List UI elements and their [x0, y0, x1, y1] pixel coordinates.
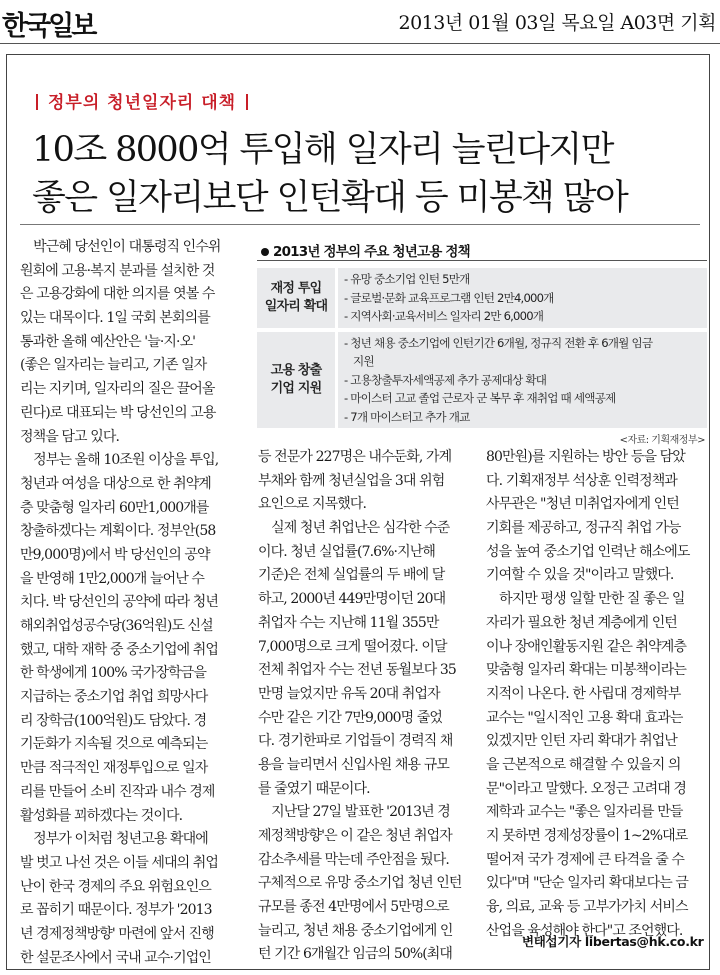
article-line: 전체 취업자 수는 전년 동월보다 35 [258, 662, 456, 679]
article-line: 턴 기간 6개월간 임금의 50%(최대 [258, 946, 453, 963]
policy-section-header-line: 기업 지원 [270, 380, 322, 396]
article-line: 감소추세를 막는데 주안점을 뒀다. [258, 851, 449, 868]
article-line: 기여할 수 있을 것"이라고 말했다. [486, 567, 674, 584]
article-line: 실제 청년 취업난은 심각한 수준 [258, 520, 450, 537]
article-line: 늘리고, 청년 채용 중소기업에게 인 [258, 922, 453, 939]
policy-section [257, 268, 707, 328]
policy-section-header-line: 재정 투입 [270, 280, 322, 296]
article-line: 했고, 대학 재학 중 중소기업에 취업 [20, 641, 219, 658]
article-line: 성을 높여 중소기업 인력난 해소에도 [486, 543, 690, 560]
policy-section-header [257, 332, 335, 429]
policy-section [257, 332, 707, 429]
article-line: 리 장학금(100억원)도 담았다. 경 [20, 712, 207, 729]
article-line: 교수는 "일시적인 고용 확대 효과는 [486, 709, 683, 726]
article-line: 있다"며 "단순 일자리 확대보다는 금 [486, 875, 689, 892]
byline: 변태섭기자 libertas@hk.co.kr [522, 934, 704, 949]
article-line: 만명 늘었지만 유독 20대 취업자 [258, 685, 440, 702]
article-line: 제학과 교수는 "좋은 일자리를 만들 [486, 804, 683, 821]
article-line: 치다. 박 당선인의 공약에 따라 청년 [20, 594, 219, 611]
article-line: 7,000명으로 크게 떨어졌다. 이달 [258, 638, 447, 655]
article-line: 난이 한국 경제의 주요 위험요인으 [20, 878, 211, 895]
article-line: 다. 경기한파로 기업들이 경력직 채 [258, 733, 453, 750]
article-line: 박근혜 당선인이 대통령직 인수위 [20, 239, 221, 255]
policy-table-rule [257, 260, 707, 261]
article-line: 지 못하면 경제성장률이 1~2%대로 [486, 828, 688, 844]
article-line: 기준)은 전체 실업률의 두 배에 달 [258, 567, 445, 584]
policy-item: - 7개 마이스터고 추가 개교 [344, 409, 470, 424]
article-line: 청년과 여성을 대상으로 한 취약계 [20, 475, 211, 492]
kicker-bar-left [36, 94, 38, 110]
article-line: 구체적으로 유망 중소기업 청년 인턴 [258, 875, 462, 892]
article-line: 리는 지키며, 일자리의 질은 끌어올 [20, 381, 215, 398]
article-line: 기둔화가 지속될 것으로 예측되는 [20, 736, 208, 753]
kicker-text: 정부의 청년일자리 대책 [48, 93, 237, 113]
article-line: 기회를 제공하고, 정규직 취업 가능 [486, 520, 681, 537]
masthead [0, 0, 720, 44]
policy-item: - 청년 채용 중소기업에 인턴기간 6개월, 정규직 전환 후 6개월 임금 [344, 335, 653, 350]
policy-table [257, 240, 707, 446]
article-column-1 [20, 236, 242, 970]
bullet-icon [261, 248, 269, 256]
article-line: 제정책방향'은 이 같은 청년 취업자 [258, 828, 452, 844]
article-line: 떨어져 국가 경제에 큰 타격을 줄 수 [486, 851, 685, 868]
policy-section-items [338, 332, 707, 429]
article-line: 원회에 고용·복지 분과를 설치한 것 [20, 262, 215, 279]
article-line: 수만 같은 기간 7만9,000명 줄었 [258, 709, 443, 726]
article-line: 을 반영해 1만2,000개 늘어난 수 [20, 570, 205, 587]
article-line: 창출하겠다는 계획이다. 정부안(58 [20, 523, 216, 540]
article-line: 등 전문가 227명은 내수둔화, 가계 [258, 449, 452, 465]
article-line: (좋은 일자리는 늘리고, 기존 일자 [20, 357, 207, 374]
newspaper-logo: 한국일보 [2, 11, 95, 42]
article-line: 이다. 청년 실업률(7.6%·지난해 [258, 543, 435, 560]
article-line: 지급하는 중소기업 취업 희망사다 [20, 689, 208, 706]
article-line: 80만원)를 지원하는 방안 등을 담았 [486, 449, 685, 465]
headline-line-1: 10조 8000억 투입해 일자리 늘린다지만 [32, 130, 613, 170]
policy-item: 지원 [353, 354, 374, 368]
article-line: 이나 장애인활동지원 같은 취약계층 [486, 638, 687, 655]
policy-item: - 지역사회·교육서비스 일자리 2만 6,000개 [344, 309, 544, 323]
article-line: 자리가 필요한 청년 계층에게 인턴 [486, 614, 677, 631]
article-line: 융, 의료, 교육 등 고부가가치 서비스 [486, 899, 688, 916]
article-line: 린다)로 대표되는 박 당선인의 고용 [20, 404, 216, 421]
article-line: 정책을 담고 있다. [20, 428, 120, 445]
article-line: 지난달 27일 발표한 '2013년 경 [258, 804, 450, 821]
article-line: 용을 늘리면서 신입사원 채용 규모 [258, 756, 449, 773]
article-line: 통과한 올해 예산안은 '늘·지·오' [20, 333, 196, 350]
policy-item: - 글로벌·문화 교육프로그램 인턴 2만4,000개 [344, 290, 554, 305]
article-line: 만9,000명)에서 박 당선인의 공약 [20, 546, 210, 563]
article-line: 해외취업성공수당(36억원)도 신설 [20, 618, 213, 634]
headline [32, 126, 627, 222]
article-line: 맞춤형 일자리 확대는 미봉책이라는 [486, 662, 687, 679]
article-line: 규모를 종전 4만명에서 5만명으로 [258, 899, 449, 916]
policy-section-header [257, 268, 335, 328]
policy-section-header-line: 고용 창출 [270, 362, 322, 378]
article-line: 하지만 평생 일할 만한 질 좋은 일 [486, 591, 685, 608]
article-line: 은 고용강화에 대한 의지를 엿볼 수 [20, 286, 215, 303]
article-line: 한 학생에게 100% 국가장학금을 [20, 665, 206, 682]
article-line: 산업을 육성해야 한다"고 조언했다. [486, 922, 683, 939]
article-line: 활성화를 꾀하겠다는 것이다. [20, 807, 183, 824]
article-column-3 [486, 446, 708, 943]
article-line: 다. 기획재정부 석상훈 인력정책과 [486, 472, 677, 489]
policy-section-items [338, 268, 707, 328]
article-line: 부채와 함께 청년실업을 3대 위험 [258, 472, 445, 489]
article-line: 지적이 나온다. 한 사립대 경제학부 [486, 685, 681, 702]
article-line: 발 벗고 나선 것은 이들 세대의 취업 [20, 854, 219, 871]
article-line: 로 꼽히기 때문이다. 정부가 '2013 [20, 902, 212, 919]
article-line: 만큼 적극적인 재정투입으로 일자 [20, 760, 208, 777]
article-line: 한 설문조사에서 국내 교수·기업인 [20, 949, 211, 966]
article-column-2 [258, 446, 480, 967]
dateline: 2013년 01월 03일 목요일 A03면 기획 [398, 12, 716, 34]
policy-table-title-text: 2013년 정부의 주요 청년고용 정책 [273, 244, 470, 260]
article-line: 정부가 이처럼 청년고용 확대에 [20, 831, 208, 848]
policy-item: - 마이스터 고교 졸업 근로자 군 복무 후 재취업 때 세액공제 [344, 391, 616, 405]
article-line: 정부는 올해 10조원 이상을 투입, [20, 452, 219, 469]
article-line: 있는 대목이다. 1일 국회 본회의를 [20, 310, 210, 327]
policy-section-header-line: 일자리 확대 [264, 298, 328, 314]
kicker-bar-right [246, 94, 248, 110]
article-line: 취업자 수는 지난해 11월 355만 [258, 614, 439, 631]
policy-table-sections [257, 268, 707, 428]
article-line: 사무관은 "청년 미취업자에게 인턴 [486, 496, 679, 513]
article-line: 문"이라고 말했다. 오정근 고려대 경 [486, 780, 687, 797]
policy-item: - 고용창출투자세액공제 추가 공제대상 확대 [344, 372, 547, 387]
headline-rule [20, 224, 700, 225]
article-line: 리를 만들어 소비 진작과 내수 경제 [20, 783, 215, 800]
section-kicker [36, 88, 248, 113]
article-line: 을 근본적으로 해결할 수 있을지 의 [486, 756, 681, 773]
article-line: 를 줄였기 때문이다. [258, 780, 370, 797]
article-line: 하고, 2000년 449만명이던 20대 [258, 591, 446, 608]
policy-table-source: <자료: 기획재정부> [619, 435, 705, 446]
policy-item: - 유망 중소기업 인턴 5만개 [344, 272, 470, 286]
article-line: 있겠지만 인턴 자리 확대가 취업난 [486, 733, 677, 750]
article-line: 년 경제정책방향' 마련에 앞서 진행 [20, 925, 214, 942]
article-line: 요인으로 지목했다. [258, 496, 367, 513]
article-line: 층 맞춤형 일자리 60만1,000개를 [20, 499, 209, 516]
headline-line-2: 좋은 일자리보단 인턴확대 등 미봉책 많아 [32, 178, 628, 218]
